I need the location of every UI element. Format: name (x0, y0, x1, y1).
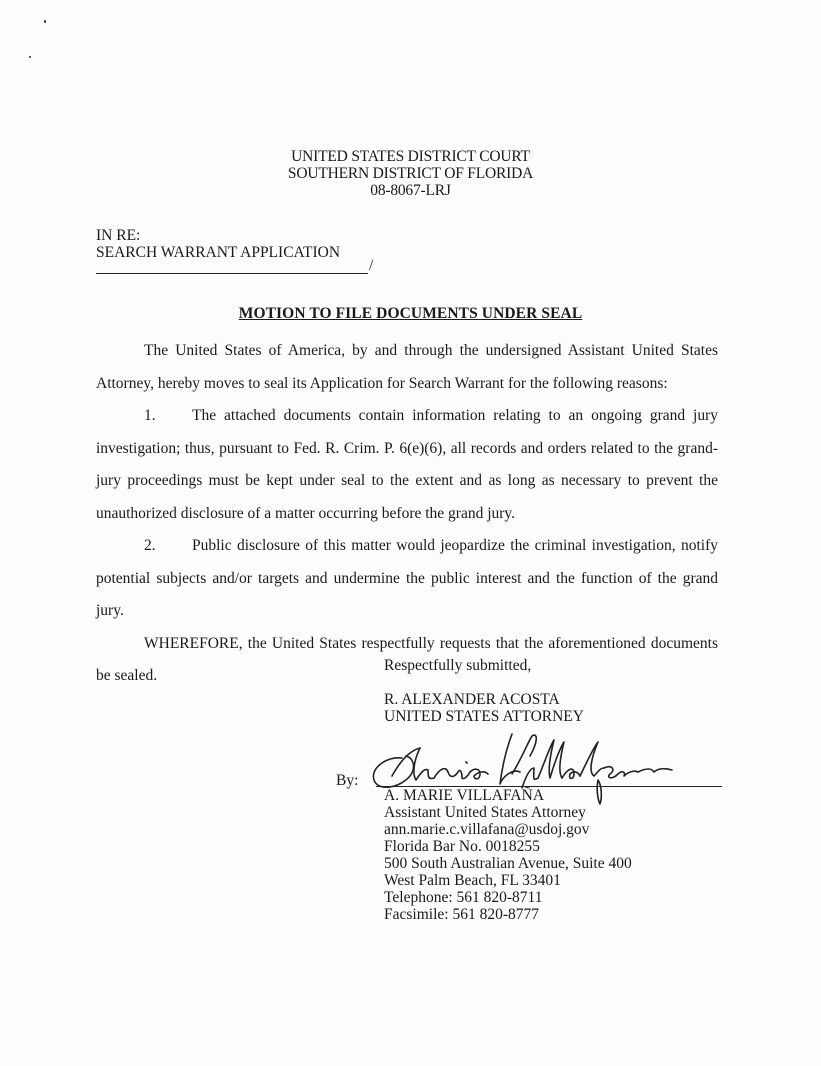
wherefore-paragraph: WHEREFORE, the United States respectfully requests that the aforementioned documents be sealed. (96, 634, 718, 684)
scan-speck (44, 20, 46, 23)
intro-paragraph: The United States of America, by and through the undersigned Assistant United States Attorney, hereby moves to seal its Application for Search Warrant for the following reasons: (96, 342, 718, 392)
case-caption (96, 227, 340, 261)
telephone: Telephone: 561 820-8711 (384, 889, 543, 906)
signer-email: ann.marie.c.villafana@usdoj.gov (384, 821, 590, 838)
caption-matter: SEARCH WARRANT APPLICATION (96, 244, 341, 261)
court-header (0, 148, 821, 199)
address-line-2: West Palm Beach, FL 33401 (384, 872, 561, 889)
motion-title: MOTION TO FILE DOCUMENTS UNDER SEAL (238, 305, 583, 322)
bar-number: Florida Bar No. 0018255 (384, 838, 540, 855)
submission-block (384, 657, 584, 725)
caption-slash: / (369, 257, 374, 274)
respectfully-submitted: Respectfully submitted, (384, 657, 532, 674)
paragraph-text: The attached documents contain information relating to an ongoing grand jury investigation; thus, pursuant to Fed. R. Crim. P. 6(e)(6), all records and orders related to the grand-jury proceedings must be kept under seal to the extent and as long as necessary to prevent the unauthorized disclosure of a matter occurring before the grand jury. (96, 407, 718, 522)
us-attorney-title: UNITED STATES ATTORNEY (384, 708, 584, 725)
us-attorney-name: R. ALEXANDER ACOSTA (384, 691, 560, 708)
court-name: UNITED STATES DISTRICT COURT (291, 148, 530, 165)
caption-divider (96, 273, 368, 274)
motion-body (96, 335, 718, 693)
signer-title: Assistant United States Attorney (384, 804, 586, 821)
numbered-paragraph-1 (96, 400, 718, 530)
in-re-label: IN RE: (96, 227, 141, 244)
attorney-details (384, 787, 632, 923)
by-label: By: (336, 772, 359, 789)
signer-name: A. MARIE VILLAFAÑA (384, 787, 545, 804)
case-number: 08-8067-LRJ (370, 182, 451, 199)
scan-speck (29, 56, 31, 58)
address-line-1: 500 South Australian Avenue, Suite 400 (384, 855, 632, 872)
paragraph-number: 2. (144, 537, 156, 554)
facsimile: Facsimile: 561 820-8777 (384, 906, 539, 923)
paragraph-number: 1. (144, 407, 156, 424)
court-district: SOUTHERN DISTRICT OF FLORIDA (287, 165, 534, 182)
paragraph-text: Public disclosure of this matter would jeopardize the criminal investigation, notify potential subjects and/or targets and undermine the public interest and the function of the grand jury. (96, 537, 718, 619)
numbered-paragraph-2 (96, 530, 718, 628)
